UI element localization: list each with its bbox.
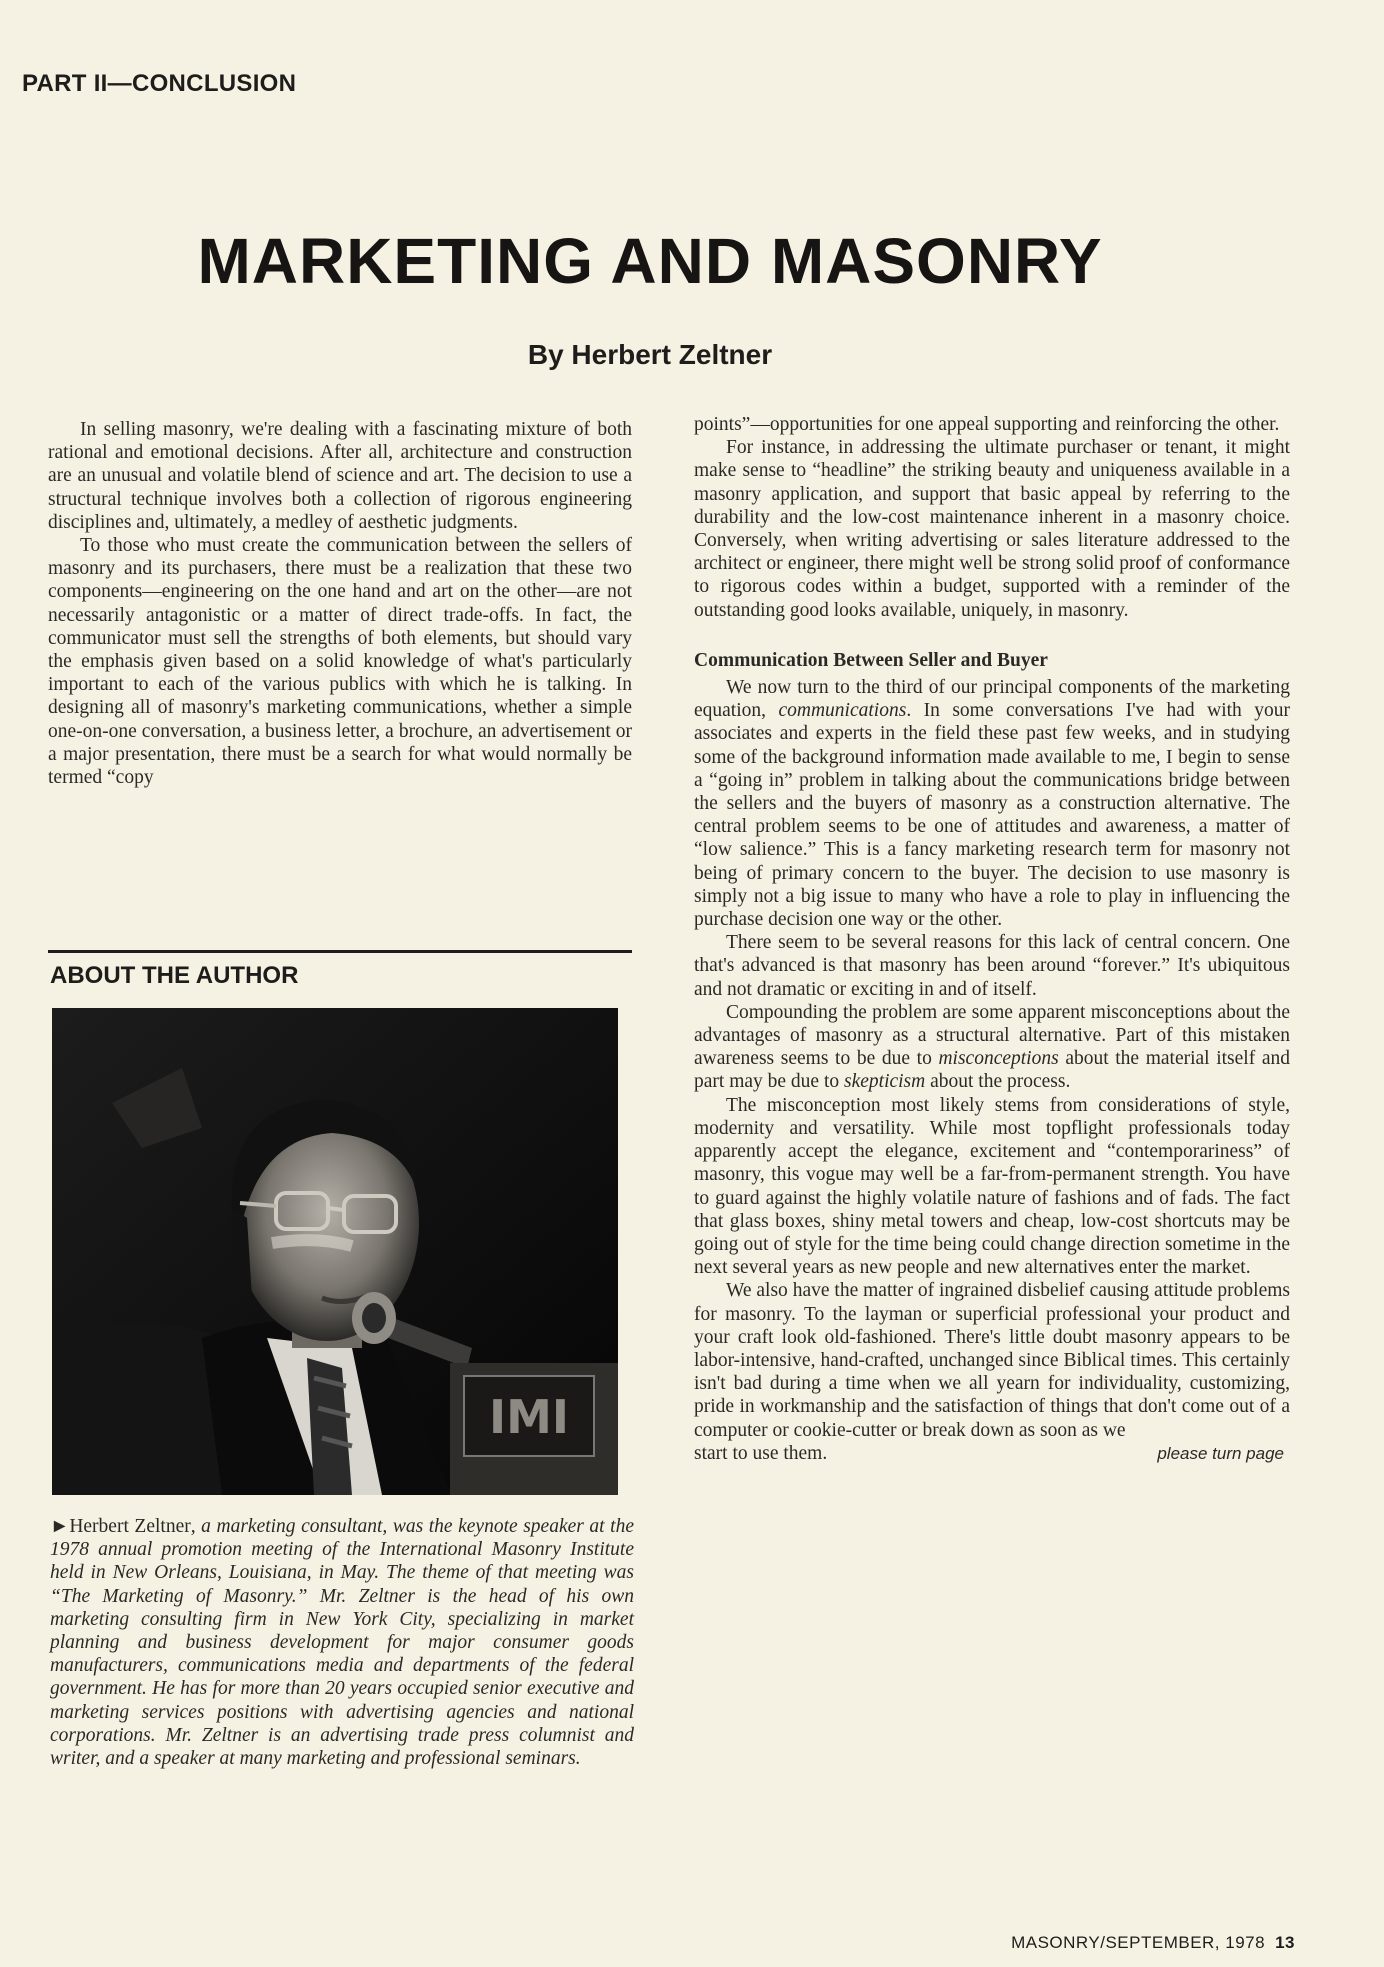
section-label: PART II—CONCLUSION (22, 70, 297, 97)
section-subheading: Communication Between Seller and Buyer (694, 649, 1048, 671)
caption-text: , a marketing consultant, was the keynote speaker at the 1978 annual promotion meeting of the International Masonry Institute held in New Orleans, Louisiana, in May. The theme of that meeting was “The Marketing of Masonry.” Mr. Zeltner is the head of his own marketing consulting firm in New York City, specializing in market planning and business development for major consumer goods manufacturers, communications media and departments of the federal government. He has for more than 20 years occupied senior executive and marketing services positions with advertising agencies and national corporations. Mr. Zeltner is an advertising trade press columnist and writer, and a speaker at many marketing and professional seminars. (50, 1516, 634, 1770)
author-caption (50, 1515, 634, 1770)
article-title: MARKETING AND MASONRY (197, 225, 1103, 297)
text-run: . In some conversations I've had with your associates and experts in the field these past few weeks, and in studying some of the background information made available to me, I begin to sense a “going in” problem in talking about the communications bridge between the sellers and the buyers of masonry as a construction alternative. The central problem seems to be one of attitudes and awareness, a matter of “low salience.” This is a fancy marketing research term for masonry not being of primary concern to the buyer. The decision to use masonry is simply not a big issue to many who have a role to play in influencing the purchase decision one way or the other. (694, 700, 1290, 931)
paragraph: We also have the matter of ingrained disbelief causing attitude problems for masonry. To the layman or superficial professional your product and your craft look old-fashioned. There's little doubt masonry appears to be labor-intensive, hand-crafted, unchanged since Biblical times. This certainly isn't bad during a time when we all yearn for individuality, customizing, pride in workmanship and the satisfaction of things that don't come out of a computer or cookie-cutter or break down as soon as we (694, 1280, 1290, 1441)
right-column-text (694, 413, 1290, 1465)
paragraph: points”—opportunities for one appeal supporting and reinforcing the other. (694, 414, 1280, 435)
author-photo (52, 1008, 618, 1495)
text-run: We now turn to the third of our principal components of the marketing equation, (694, 677, 1290, 722)
paragraph: For instance, in addressing the ultimate purchaser or tenant, it might make sense to “headline” the striking beauty and uniqueness available in a masonry application, and support that basic appeal by referring to the durability and the low-cost maintenance inherent in a masonry choice. Conversely, when writing advertising or sales literature addressed to the architect or engineer, there might well be strong solid proof of conformance to rigorous codes within a budget, supported with a reminder of the outstanding good looks available, uniquely, in masonry. (694, 437, 1290, 621)
emphasis: skepticism (844, 1071, 926, 1093)
page-footer (1011, 1933, 1295, 1953)
author-photo-illustration (52, 1008, 618, 1495)
turn-page-note: please turn page (1157, 1443, 1284, 1463)
paragraph (694, 676, 1290, 931)
last-line (694, 1442, 1290, 1465)
paragraph: In selling masonry, we're dealing with a fascinating mixture of both rational and emotional decisions. After all, architecture and construction are an unusual and volatile blend of science and art. The decision to use a structural technique involves both a collection of rigorous engineering disciplines and, ultimately, a medley of aesthetic judgments. (48, 419, 632, 533)
page-number: 13 (1275, 1933, 1295, 1952)
text-run: Compounding the problem are some apparent misconceptions about the advantages of masonry as a structural alternative. Part of this mistaken awareness seems to be due to (694, 1001, 1290, 1070)
podium-sign-text: IMI (488, 1390, 570, 1444)
paragraph (694, 1001, 1290, 1094)
about-author-heading: ABOUT THE AUTHOR (50, 962, 299, 989)
caption-marker: ► (50, 1516, 70, 1537)
emphasis: communications (778, 700, 907, 722)
left-column-text (48, 418, 632, 789)
emphasis: misconceptions (938, 1048, 1059, 1070)
paragraph: To those who must create the communication between the sellers of masonry and its purchasers, there must be a realization that these two components—engineering on the one hand and art on the other—are not necessarily antagonistic or a matter of direct trade-offs. In fact, the communicator must sell the strengths of both elements, but should vary the emphasis given based on a solid knowledge of what's particularly important to each of the various publics with which he is talking. In designing all of masonry's marketing communications, whether a simple one-on-one conversation, a business letter, a brochure, an advertisement or a major presentation, there must be a search for what would normally be termed “copy (48, 535, 632, 789)
paragraph: The misconception most likely stems from considerations of style, modernity and versatility. While most topflight professionals today apparently accept the elegance, excitement and “contemporariness” of masonry, this vogue may well be a far-from-permanent strength. You have to guard against the highly volatile nature of fashions and of fads. The fact that glass boxes, shiny metal towers and cheap, low-cost shortcuts may be going out of style for the time being could change direction sometime in the next several years as new people and new alternatives enter the market. (694, 1094, 1290, 1279)
text-run: about the material itself and part may be due to (694, 1048, 1290, 1093)
about-divider (48, 950, 632, 953)
paragraph-end: start to use them. (694, 1442, 828, 1464)
text-run: about the process. (925, 1071, 1071, 1093)
byline: By Herbert Zeltner (527, 339, 773, 370)
caption-author-name: Herbert Zeltner (69, 1516, 191, 1537)
publication-info: MASONRY/SEPTEMBER, 1978 (1011, 1933, 1266, 1952)
paragraph: There seem to be several reasons for this lack of central concern. One that's advanced is that masonry has been around “forever.” It's ubiquitous and not dramatic or exciting in and of itself. (694, 932, 1290, 1000)
